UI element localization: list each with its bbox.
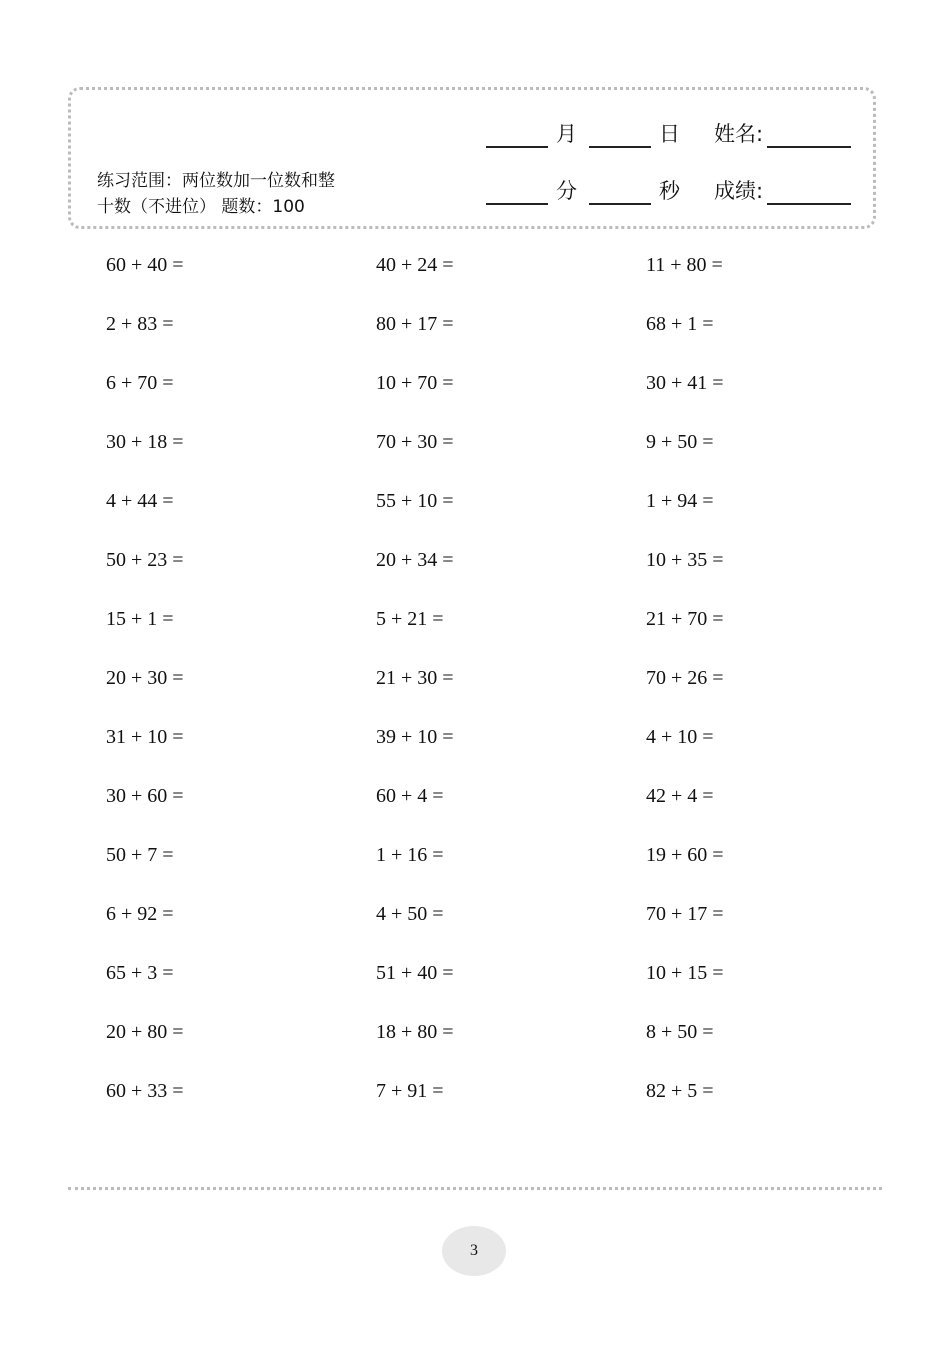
math-problem: 42 + 4 = xyxy=(646,785,714,807)
minute-label: 分 xyxy=(556,179,577,203)
math-problem: 6 + 70 = xyxy=(106,372,174,394)
range-line-1: 练习范围：两位数加一位数和整 xyxy=(97,171,335,191)
math-problem: 11 + 80 = xyxy=(646,254,723,276)
math-problem: 60 + 4 = xyxy=(376,785,444,807)
second-label: 秒 xyxy=(659,179,680,203)
math-problem: 70 + 17 = xyxy=(646,903,724,925)
day-label: 日 xyxy=(659,122,680,146)
math-problem: 2 + 83 = xyxy=(106,313,174,335)
math-problem: 50 + 23 = xyxy=(106,549,184,571)
math-problem: 51 + 40 = xyxy=(376,962,454,984)
math-problem: 21 + 30 = xyxy=(376,667,454,689)
second-blank[interactable] xyxy=(589,181,651,205)
math-problem: 19 + 60 = xyxy=(646,844,724,866)
page-number: 3 xyxy=(442,1226,506,1276)
math-problem: 1 + 94 = xyxy=(646,490,714,512)
math-problem: 70 + 26 = xyxy=(646,667,724,689)
math-problem: 7 + 91 = xyxy=(376,1080,444,1102)
date-name-row xyxy=(486,118,851,148)
math-problem: 4 + 10 = xyxy=(646,726,714,748)
worksheet-header xyxy=(68,87,876,229)
math-problem: 39 + 10 = xyxy=(376,726,454,748)
footer-divider xyxy=(68,1187,882,1190)
math-problem: 50 + 7 = xyxy=(106,844,174,866)
math-problem: 8 + 50 = xyxy=(646,1021,714,1043)
name-label: 姓名: xyxy=(714,122,764,146)
math-problem: 65 + 3 = xyxy=(106,962,174,984)
score-label: 成绩: xyxy=(714,179,764,203)
math-problem: 82 + 5 = xyxy=(646,1080,714,1102)
math-problem: 60 + 33 = xyxy=(106,1080,184,1102)
math-problem: 1 + 16 = xyxy=(376,844,444,866)
day-blank[interactable] xyxy=(589,124,651,148)
math-problem: 70 + 30 = xyxy=(376,431,454,453)
name-blank[interactable] xyxy=(767,124,851,148)
math-problem: 20 + 34 = xyxy=(376,549,454,571)
math-problem: 10 + 70 = xyxy=(376,372,454,394)
math-problem: 30 + 18 = xyxy=(106,431,184,453)
math-problem: 80 + 17 = xyxy=(376,313,454,335)
time-score-row xyxy=(486,175,851,205)
month-blank[interactable] xyxy=(486,124,548,148)
math-problem: 9 + 50 = xyxy=(646,431,714,453)
math-problem: 40 + 24 = xyxy=(376,254,454,276)
math-problem: 60 + 40 = xyxy=(106,254,184,276)
math-problem: 21 + 70 = xyxy=(646,608,724,630)
math-problem: 68 + 1 = xyxy=(646,313,714,335)
math-problem: 4 + 50 = xyxy=(376,903,444,925)
score-blank[interactable] xyxy=(767,181,851,205)
math-problem: 15 + 1 = xyxy=(106,608,174,630)
math-problem: 10 + 35 = xyxy=(646,549,724,571)
month-label: 月 xyxy=(556,122,577,146)
math-problem: 5 + 21 = xyxy=(376,608,444,630)
math-problem: 20 + 30 = xyxy=(106,667,184,689)
math-problem: 4 + 44 = xyxy=(106,490,174,512)
range-line-2: 十数（不进位） 题数：100 xyxy=(97,197,305,217)
math-problem: 31 + 10 = xyxy=(106,726,184,748)
math-problem: 20 + 80 = xyxy=(106,1021,184,1043)
math-problem: 10 + 15 = xyxy=(646,962,724,984)
minute-blank[interactable] xyxy=(486,181,548,205)
math-problem: 30 + 60 = xyxy=(106,785,184,807)
math-problem: 6 + 92 = xyxy=(106,903,174,925)
math-problem: 18 + 80 = xyxy=(376,1021,454,1043)
math-problem: 55 + 10 = xyxy=(376,490,454,512)
practice-range xyxy=(97,168,387,220)
math-problem: 30 + 41 = xyxy=(646,372,724,394)
